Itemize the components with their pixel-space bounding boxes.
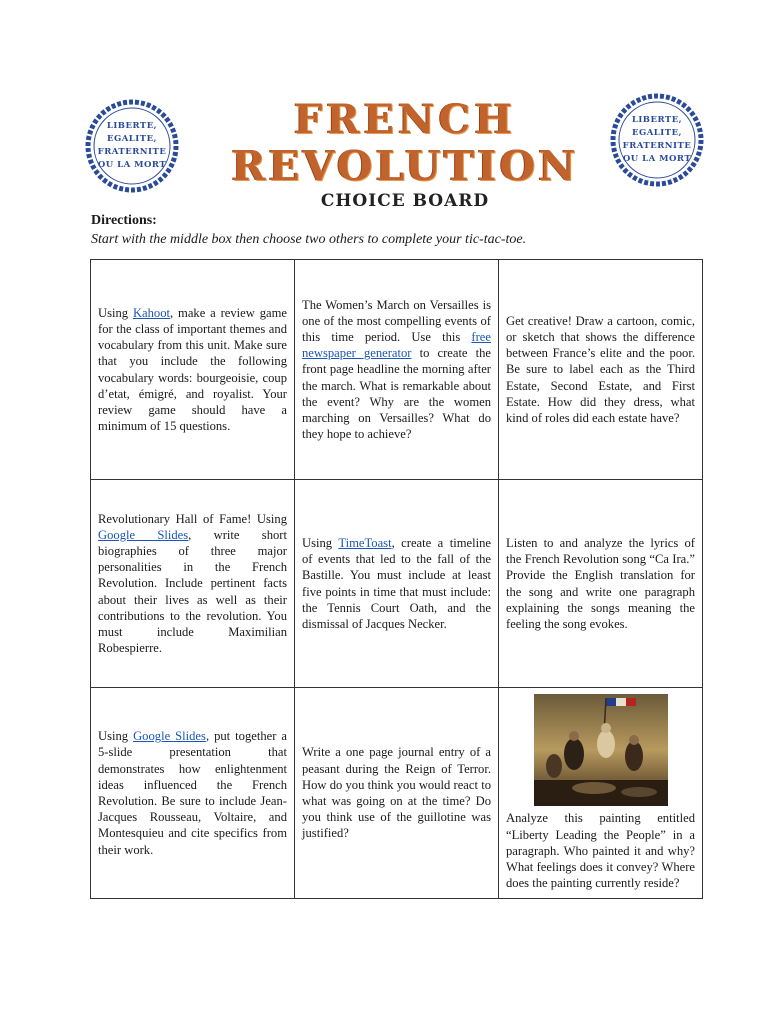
seal-left — [84, 98, 180, 194]
cell-2-text-pre: The Women’s March on Versailles is one of the most compelling events of this time period. Use this — [302, 297, 491, 344]
seal-right-line-1: LIBERTE, — [631, 115, 683, 125]
subtitle: CHOICE BOARD — [320, 191, 490, 211]
board-cell-9 — [499, 688, 703, 899]
timetoast-link[interactable]: TimeToast — [338, 535, 392, 550]
seal-right-line-2: EGALITE, — [631, 128, 683, 138]
seal-right-line-4: OU LA MORT — [622, 154, 692, 164]
title-line-2: REVOLUTION — [231, 142, 579, 190]
liberty-painting-image — [534, 694, 668, 806]
cell-3-text: Get creative! Draw a cartoon, comic, or sketch that shows the difference between France’s elite and the poor. Be sure to label each as the Third Estate, Second Estate, and First Estate. How did they dress, what kind of roles did each estate have? — [506, 313, 695, 425]
seal-left-line-3: FRATERNITE — [97, 147, 167, 157]
cell-5-text-pre: Using — [302, 535, 339, 550]
google-slides-link-1[interactable]: Google Slides — [98, 527, 189, 542]
cell-5-text-post: , create a timeline of events that led to the fall of the Bastille. You must include at least five points in time that must include: the Tennis Court Oath, and the dismissal of Jacques Necker. — [302, 535, 491, 631]
board-cell-1 — [91, 260, 295, 480]
cell-4-text-pre: Revolutionary Hall of Fame! Using — [98, 511, 287, 526]
board-cell-6 — [499, 480, 703, 688]
newspaper-generator-link[interactable]: free newspaper generator — [302, 329, 491, 361]
kahoot-link[interactable]: Kahoot — [132, 305, 171, 320]
cell-9-text: Analyze this painting entitled “Liberty Leading the People” in a paragraph. Who painted it and why? What feelings does it convey? Where does the painting currently reside? — [506, 811, 695, 891]
choice-board-table — [90, 259, 703, 899]
board-row-3 — [91, 688, 703, 899]
seal-right-line-3: FRATERNITE — [622, 141, 692, 151]
cell-6-text: Listen to and analyze the lyrics of the French Revolution song “Ca Ira.” Provide the English translation for the song and write one paragraph explaining the songs meaning the feeling the song evokes. — [506, 535, 695, 631]
cell-2-text-post: to create the front page headline the morning after the march. What is remarkable about the event? Why are the women marching on Versailles? What do they hope to achieve? — [302, 346, 492, 442]
seal-left-line-1: LIBERTE, — [106, 121, 158, 131]
seal-left-line-2: EGALITE, — [106, 134, 158, 144]
cell-7-text-pre: Using — [98, 729, 134, 744]
cell-1-text-pre: Using — [98, 305, 133, 320]
board-cell-2 — [295, 260, 499, 480]
board-cell-4 — [91, 480, 295, 688]
directions-text: Start with the middle box then choose two others to complete your tic-tac-toe. — [91, 232, 527, 247]
board-row-2 — [91, 480, 703, 688]
board-row-1 — [91, 260, 703, 480]
board-cell-5 — [295, 480, 499, 688]
seal-right — [609, 92, 705, 188]
board-cell-3 — [499, 260, 703, 480]
board-cell-8 — [295, 688, 499, 899]
board-cell-7 — [91, 688, 295, 899]
cell-4-text-post: , write short biographies of three major personalities in the French Revolution. Include pertinent facts about their lives as well as their contributions to the revolution. You must include Maximilian Robespierre. — [98, 527, 287, 656]
cell-7-text-post: , put together a 5-slide presentation that demonstrates how enlightenment ideas influenced the French Revolution. Be sure to include Jean-Jacques Rousseau, Voltaire, and Montesquieu and cite specifics from their work. — [98, 729, 287, 857]
title-line-1: FRENCH — [293, 96, 517, 143]
directions-heading: Directions: — [91, 213, 157, 228]
cell-1-text-post: , make a review game for the class of important themes and vocabulary from this unit. Make sure that you include the following vocabulary words: bourgeoisie, coup d’etat, émigré, and royalist. Your review game should have a minimum of 15 questions. — [98, 305, 287, 434]
cell-8-text: Write a one page journal entry of a peasant during the Reign of Terror. How do you think you would react to what was going on at the time? Do you think use of the guillotine was justified? — [302, 745, 491, 841]
google-slides-link-2[interactable]: Google Slides — [133, 729, 206, 744]
seal-left-line-4: OU LA MORT — [97, 160, 167, 170]
